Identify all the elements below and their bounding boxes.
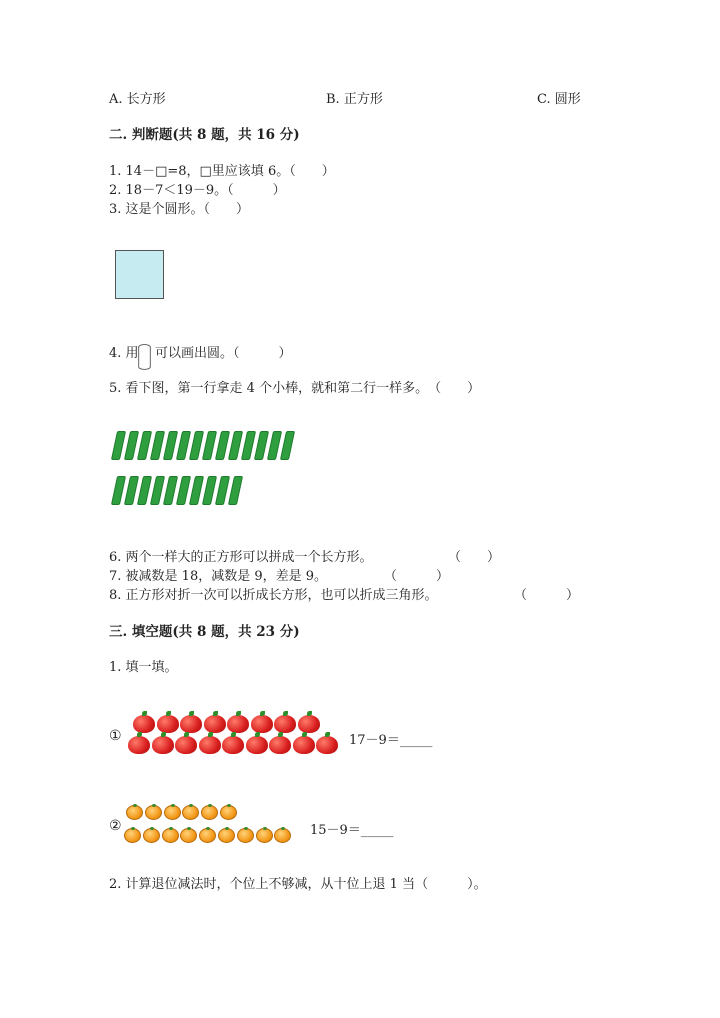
apple-icon <box>246 736 268 754</box>
judgement-question-4-prefix: 4. 用 <box>109 346 139 361</box>
apple-icon <box>133 715 155 733</box>
item-1-marker: ① <box>109 728 122 744</box>
fill-question-2: 2. 计算退位减法时，个位上不够减，从十位上退 1 当（ ）。 <box>109 877 487 892</box>
orange-icon <box>180 828 197 843</box>
apple-icon <box>204 715 226 733</box>
apple-icon <box>157 715 179 733</box>
orange-icon <box>164 805 181 820</box>
stick-icon <box>280 431 295 460</box>
judgement-question-4-suffix: 可以画出圆。（ ） <box>155 346 292 361</box>
judgement-question-8-blank: （ ） <box>514 588 580 603</box>
apple-icon <box>316 736 338 754</box>
stick-row-2 <box>114 476 240 505</box>
apple-icon <box>298 715 320 733</box>
item-2-marker: ② <box>109 818 122 834</box>
orange-row-1 <box>126 805 239 820</box>
judgement-question-5: 5. 看下图，第一行拿走 4 个小棒，就和第二行一样多。 （ ） <box>109 381 481 396</box>
judgement-question-6: 6. 两个一样大的正方形可以拼成一个长方形。 <box>109 550 373 565</box>
fill-question-1: 1. 填一填。 <box>109 660 178 675</box>
item-2-equation: 15－9＝_____ <box>310 823 394 838</box>
orange-icon <box>145 805 162 820</box>
orange-icon <box>237 828 254 843</box>
option-c: C. 圆形 <box>537 92 581 107</box>
apple-icon <box>227 715 249 733</box>
apple-icon <box>274 715 296 733</box>
apple-icon <box>269 736 291 754</box>
apple-icon <box>180 715 202 733</box>
orange-icon <box>182 805 199 820</box>
judgement-question-7: 7. 被减数是 18，减数是 9，差是 9。 <box>109 569 328 584</box>
judgement-question-6-blank: （ ） <box>448 550 501 565</box>
judgement-question-7-blank: （ ） <box>384 569 450 584</box>
stick-row-1 <box>114 431 292 460</box>
orange-icon <box>124 828 141 843</box>
orange-icon <box>143 828 160 843</box>
orange-icon <box>218 828 235 843</box>
orange-icon <box>201 805 218 820</box>
orange-icon <box>256 828 273 843</box>
apple-icon <box>175 736 197 754</box>
apple-icon <box>152 736 174 754</box>
orange-icon <box>199 828 216 843</box>
apple-row-2 <box>128 736 340 754</box>
orange-icon <box>274 828 291 843</box>
option-b: B. 正方形 <box>326 92 383 107</box>
judgement-question-2: 2. 18－7＜19－9。（ ） <box>109 183 286 198</box>
option-a: A. 长方形 <box>109 92 166 107</box>
square-figure <box>115 250 164 299</box>
apple-icon <box>128 736 150 754</box>
apple-icon <box>222 736 244 754</box>
apple-icon <box>199 736 221 754</box>
orange-icon <box>162 828 179 843</box>
section-heading-judgement: 二. 判断题(共 8 题，共 16 分) <box>109 127 300 143</box>
judgement-question-3: 3. 这是个圆形。（ ） <box>109 202 250 217</box>
stick-icon <box>228 476 243 505</box>
section-heading-fill-in: 三. 填空题(共 8 题，共 23 分) <box>109 624 300 640</box>
orange-row-2 <box>124 828 293 843</box>
apple-icon <box>293 736 315 754</box>
orange-icon <box>126 805 143 820</box>
item-1-equation: 17－9＝_____ <box>349 733 433 748</box>
orange-icon <box>220 805 237 820</box>
apple-row-1 <box>133 715 321 733</box>
judgement-question-8: 8. 正方形对折一次可以折成长方形，也可以折成三角形。 <box>109 588 438 603</box>
cylinder-icon <box>138 344 151 370</box>
judgement-question-1: 1. 14－□=8，□里应该填 6。（ ） <box>109 164 335 179</box>
apple-icon <box>251 715 273 733</box>
